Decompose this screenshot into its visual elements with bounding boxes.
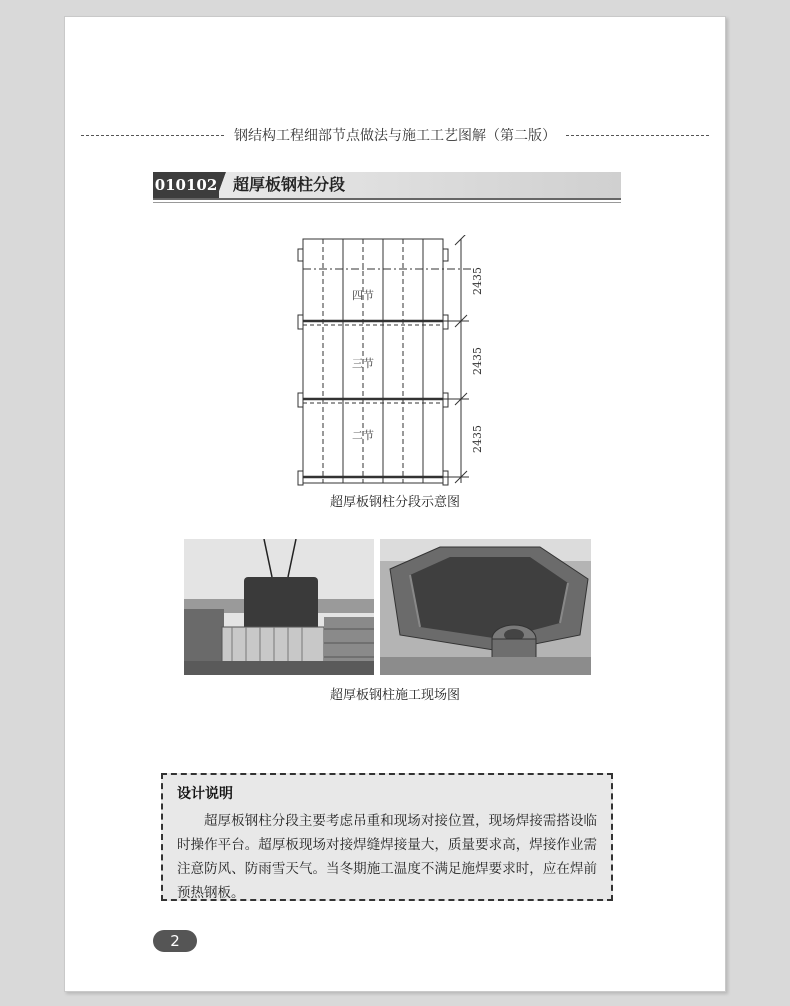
photo-column-lifting (184, 539, 374, 675)
section-title: 超厚板钢柱分段 (233, 175, 346, 194)
lug-plate (298, 471, 303, 485)
lug-plate (443, 249, 448, 261)
section-heading (153, 172, 621, 200)
steel-column-segment (244, 577, 318, 635)
design-note (161, 773, 613, 901)
segment-label: 三节 (352, 357, 374, 370)
lug-plate (298, 249, 303, 261)
document-page (64, 16, 726, 992)
lug-plate (443, 315, 448, 329)
dimension-label: 2435 (471, 425, 484, 453)
note-body: 超厚板钢柱分段主要考虑吊重和现场对接位置，现场焊接需搭设临时操作平台。超厚板现场对接焊缝焊接量大，质量要求高，焊接作业需注意防风、防雨雪天气。当冬期施工温度不满足施焊要求时，应在焊前预热钢板。 (177, 813, 597, 901)
running-title: 钢结构工程细部节点做法与施工工艺图解（第二版） (234, 128, 556, 144)
header-dash-right (566, 135, 709, 136)
photos-caption: 超厚板钢柱施工现场图 (329, 688, 460, 703)
running-header (81, 125, 709, 145)
header-dash-left (81, 135, 224, 136)
lifting-scene (184, 539, 374, 675)
lug-plate (443, 471, 448, 485)
diagram-drawing (293, 235, 493, 493)
segment-label: 四节 (352, 289, 374, 302)
photo-column-segment-workshop (380, 539, 591, 675)
column-segment-diagram (293, 235, 493, 493)
lug-plate (298, 315, 303, 329)
section-underline (153, 202, 621, 203)
section-slash-decoration (217, 172, 227, 198)
dimension-label: 2435 (471, 347, 484, 375)
lug-plate (443, 393, 448, 407)
segment-label: 二节 (352, 429, 374, 442)
dimension-label: 2435 (471, 267, 484, 295)
note-title: 设计说明 (177, 786, 233, 802)
workshop-scene (380, 539, 591, 675)
diagram-caption: 超厚板钢柱分段示意图 (329, 495, 460, 510)
section-code: 010102 (153, 172, 219, 198)
page-number: 2 (153, 930, 197, 952)
lug-plate (298, 393, 303, 407)
